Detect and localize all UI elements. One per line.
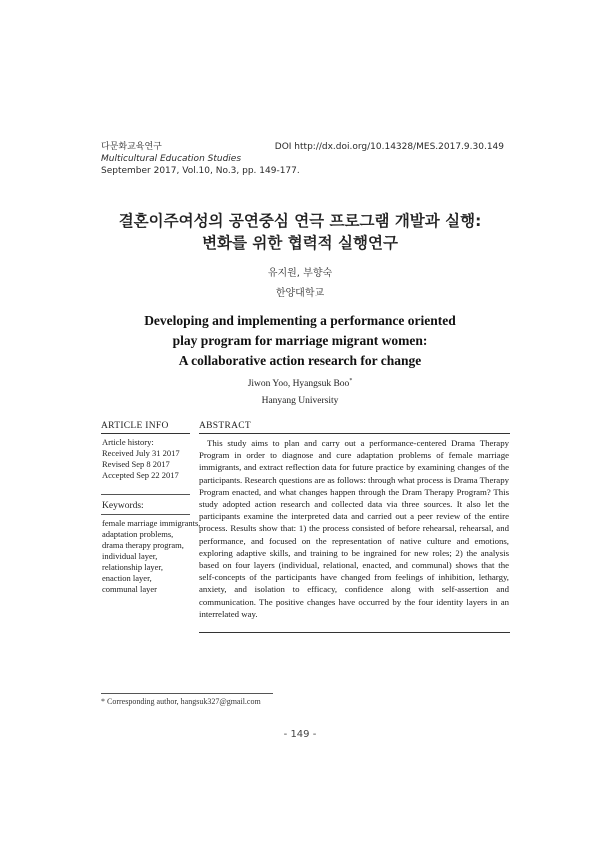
footnote-corresponding-author: * Corresponding author, hangsuk327@gmail.com — [101, 697, 261, 706]
abstract-text: This study aims to plan and carry out a performance-centered Drama Therapy Program in order to diagnose and cure adaptation problems of female marriage immigrants, and extract reflection data for future practice by examining changes of the participants. Research questions are as follows: through what process is Drama Therapy Program enacted, and what changes happen through the Dram Therapy Program? This study adopted action research and collected data via three sources. It also let the participants examine the interpreted data and carried out a peer review of the entire process. Results show that: 1) the process consisted of before rehearsal, rehearsal, and performance, and focused on the representation of native culture and emotions, exploring adaptive skills, and training to be ingrained for new roles; 2) the analysis based on four layers (individual, relational, enacted, and communal) shows that the self-concepts of the participants have changed from feelings of inhibition, lethargy, anxiety, and isolation to efficacy, confidence along with self-assertion and communication. The positive changes have occurred by the four identity layers in an interrelated way. — [199, 438, 509, 619]
footnote-rule — [101, 693, 273, 694]
article-info-rule — [101, 433, 190, 434]
title-ko-line-1: 결혼이주여성의 공연중심 연극 프로그램 개발과 실행: — [118, 212, 482, 230]
authors-ko: 유지원, 부향숙 — [267, 268, 333, 279]
authors-en — [0, 378, 600, 389]
keyword-item: communal layer — [102, 584, 157, 594]
abstract-heading: ABSTRACT — [199, 421, 252, 431]
article-info-heading: ARTICLE INFO — [101, 421, 169, 431]
keyword-item: drama therapy program, — [102, 540, 184, 550]
title-en-line-2: play program for marriage migrant women: — [172, 333, 428, 348]
keywords-bottom-rule — [101, 514, 190, 515]
title-en-line-1: Developing and implementing a performance oriented — [144, 313, 456, 328]
affiliation-ko: 한양대학교 — [275, 288, 325, 299]
corresponding-author-mark: * — [349, 378, 353, 384]
page-number: - 149 - — [283, 729, 317, 740]
journal-name-ko: 다문화교육연구 — [101, 142, 162, 152]
history-label: Article history: — [102, 437, 154, 447]
history-accepted: Accepted Sep 22 2017 — [102, 470, 179, 480]
authors-en-names: Jiwon Yoo, Hyangsuk Boo — [247, 379, 350, 390]
keyword-item: female marriage immigrants, — [102, 518, 201, 528]
keyword-item: enaction layer, — [102, 573, 152, 583]
journal-issue: September 2017, Vol.10, No.3, pp. 149-177. — [101, 166, 300, 176]
abstract-bottom-rule — [199, 632, 510, 633]
affiliation-en: Hanyang University — [261, 396, 339, 406]
journal-name-en: Multicultural Education Studies — [101, 154, 242, 164]
keyword-item: adaptation problems, — [102, 529, 174, 539]
keywords-top-rule — [101, 494, 190, 495]
title-en-line-3: A collaborative action research for change — [178, 353, 422, 368]
doi-link[interactable]: DOI http://dx.doi.org/10.14328/MES.2017.9.30.149 — [274, 142, 504, 152]
title-ko-line-2: 변화를 위한 협력적 실행연구 — [202, 234, 398, 252]
keyword-item: individual layer, — [102, 551, 158, 561]
abstract-rule — [199, 433, 510, 434]
history-revised: Revised Sep 8 2017 — [102, 459, 170, 469]
keyword-item: relationship layer, — [102, 562, 164, 572]
keywords-heading: Keywords: — [102, 501, 144, 511]
history-received: Received July 31 2017 — [102, 448, 180, 458]
